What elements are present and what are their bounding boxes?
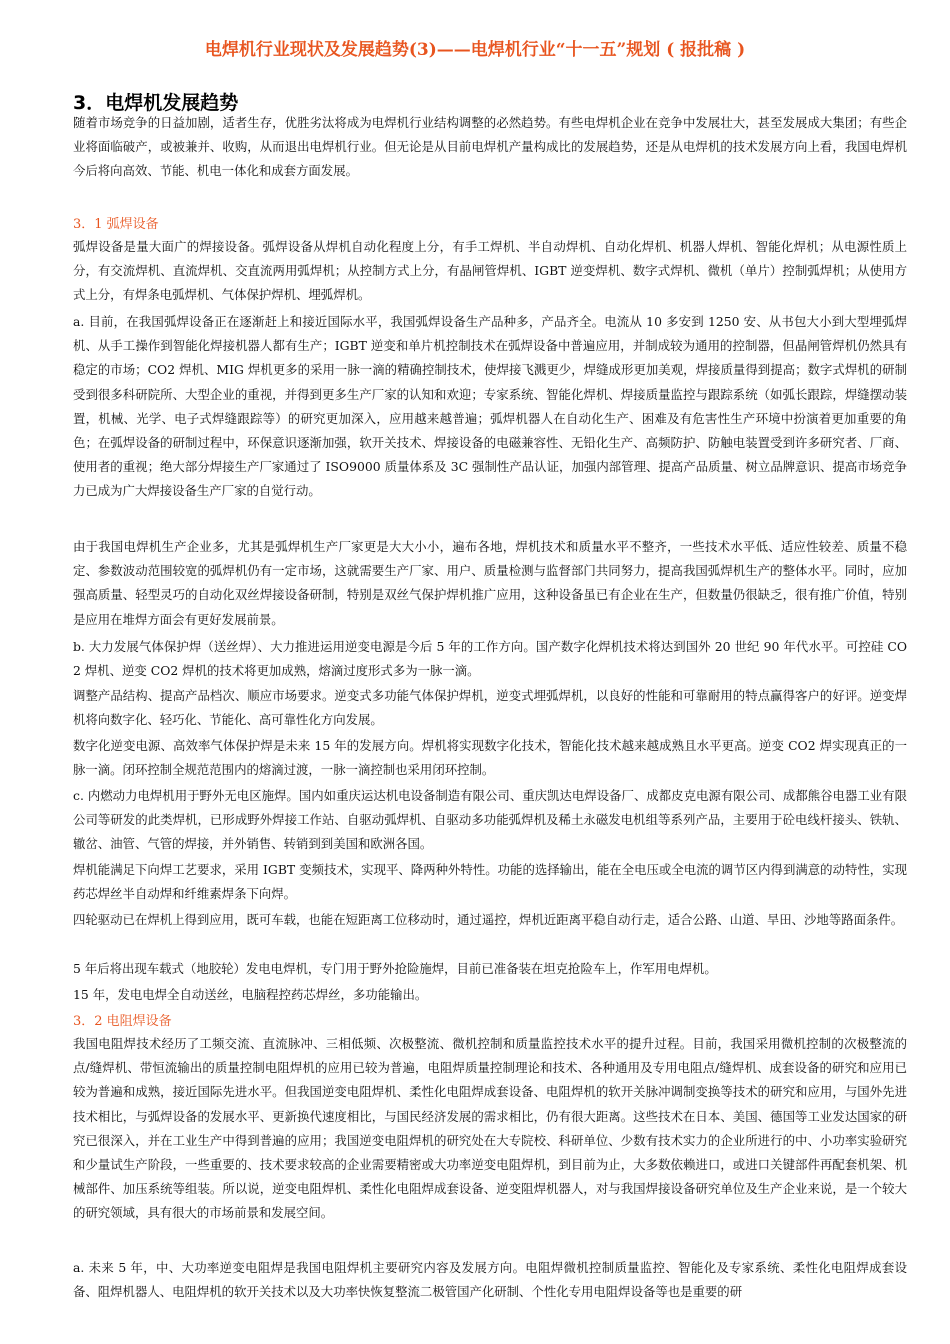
document-title: 电焊机行业现状及发展趋势(3)——电焊机行业“十一五”规划 ( 报批稿 ) xyxy=(204,40,746,60)
arc-paragraph-8: 焊机能满足下向焊工艺要求，采用 IGBT 变频技术，实现平、降两种外特性。功能的选择输出，能在全电压或全电流的调节区内得到满意的动特性，实现药芯焊丝半自动焊和纤维素焊条下向焊。 xyxy=(73,862,907,902)
arc-paragraph-11: 15 年，发电电焊全自动送丝，电脑程控药芯焊丝，多功能输出。 xyxy=(73,987,428,1002)
resistance-paragraph-2: a. 未来 5 年，中、大功率逆变电阻焊是我国电阻焊机主要研究内容及发展方向。电阻焊微机控制质量监控、智能化及专家系统、柔性化电阻焊成套设备、阻焊机器人、电阻焊机的软开关技术以及大功率快恢复整流二极管国产化研制、个性化专用电阻焊设备等也是重要的研 xyxy=(73,1260,907,1300)
arc-paragraph-4: b. 大力发展气体保护焊（送丝焊）、大力推进运用逆变电源是今后 5 年的工作方向。国产数字化焊机技术将达到国外 20 世纪 90 年代水平。可控硅 CO2 焊机、逆变 CO2 焊机的技术将更加成熟，熔滴过度形式多为一脉一滴。 xyxy=(73,639,907,679)
intro-paragraph: 随着市场竞争的日益加剧，适者生存，优胜劣汰将成为电焊机行业结构调整的必然趋势。有些电焊机企业在竞争中发展壮大，甚至发展成大集团；有些企业将面临破产，或被兼并、收购，从而退出电焊机行业。但无论是从目前电焊机产量构成比的发展趋势，还是从电焊机的技术发展方向上看，我国电焊机今后将向高效、节能、机电一体化和成套方面发展。 xyxy=(73,115,907,179)
arc-paragraph-5: 调整产品结构、提高产品档次、顺应市场要求。逆变式多功能气体保护焊机，逆变式埋弧焊机，以良好的性能和可靠耐用的特点赢得客户的好评。逆变焊机将向数字化、轻巧化、节能化、高可靠性化方向发展。 xyxy=(73,688,907,728)
arc-paragraph-6: 数字化逆变电源、高效率气体保护焊是未来 15 年的发展方向。焊机将实现数字化技术，智能化技术越来越成熟且水平更高。逆变 CO2 焊实现真正的一脉一滴。闭环控制全规范范围内的熔滴过渡，一脉一滴控制也采用闭环控制。 xyxy=(73,738,907,778)
arc-paragraph-2: a. 目前，在我国弧焊设备正在逐渐赶上和接近国际水平，我国弧焊设备生产品种多，产品齐全。电流从 10 多安到 1250 安、从书包大小到大型埋弧焊机、从手工操作到智能化焊接机器人都有生产；IGBT 逆变和单片机控制技术在弧焊设备中普遍应用，并制成较为通用的控制器，但晶闸管焊机仍然具有稳定的市场；CO2 焊机、MIG 焊机更多的采用一脉一滴的精确控制技术，使焊接飞溅更少，焊缝成形更加美观，焊接质量得到提高；数字式焊机的研制受到很多科研院所、大型企业的重视，并得到更多生产厂家的认知和欢迎；专家系统、智能化焊机、焊接质量监控与跟踪系统（如弧长跟踪，焊缝摆动装置，机械、光学、电子式焊缝跟踪等）的研究更加深入，应用越来越普遍；弧焊机器人在自动化生产、困难及有危害性生产环境中扮演着更加重要的角色；在弧焊设备的研制过程中，环保意识逐渐加强，软开关技术、焊接设备的电磁兼容性、无铅化生产、高频防护、防触电装置受到许多研究者、厂商、使用者的重视；绝大部分焊接生产厂家通过了 ISO9000 质量体系及 3C 强制性产品认证，加强内部管理、提高产品质量、树立品牌意识、提高市场竞争力已成为广大焊接设备生产厂家的自觉行动。 xyxy=(73,314,907,499)
arc-paragraph-1: 弧焊设备是量大面广的焊接设备。弧焊设备从焊机自动化程度上分，有手工焊机、半自动焊机、自动化焊机、机器人焊机、智能化焊机；从电源性质上分，有交流焊机、直流焊机、交直流两用弧焊机；从控制方式上分，有晶闸管焊机、IGBT 逆变焊机、数字式焊机、微机（单片）控制弧焊机；从使用方式上分，有焊条电弧焊机、气体保护焊机、埋弧焊机。 xyxy=(73,239,907,303)
subsection-heading-resistance: 3．2 电阻焊设备 xyxy=(73,1014,172,1029)
resistance-paragraph-1: 我国电阻焊技术经历了工频交流、直流脉冲、三相低频、次极整流、微机控制和质量监控技术水平的提升过程。目前，我国采用微机控制的次极整流的点/缝焊机、带恒流输出的质量控制电阻焊机的应用已较为普遍，电阻焊质量控制理论和技术、各种通用及专用电阻点/缝焊机、成套设备的研究和应用已较为普遍和成熟，接近国际先进水平。但我国逆变电阻焊机、柔性化电阻焊成套设备、电阻焊机的软开关脉冲调制变换等技术的研究和应用，与国外先进技术相比，与弧焊设备的发展水平、更新换代速度相比，与国民经济发展的需求相比，仍有很大距离。这些技术在日本、美国、德国等工业发达国家的研究已很深入，并在工业生产中得到普遍的应用；我国逆变电阻焊机的研究处在大专院校、科研单位、少数有技术实力的企业所进行的中、小功率实验研究和少量试生产阶段，一些重要的、技术要求较高的企业需要精密或大功率逆变电阻焊机，到目前为止，大多数依赖进口，或进口关键部件再配套机架、机械部件、加压系统等组装。所以说，逆变电阻焊机、柔性化电阻焊成套设备、逆变阻焊机器人，对与我国焊接设备研究单位及生产企业来说，是一个较大的研究领域，具有很大的市场前景和发展空间。 xyxy=(73,1036,907,1221)
section-heading: 3．电焊机发展趋势 xyxy=(73,92,239,114)
arc-paragraph-9: 四轮驱动已在焊机上得到应用，既可车载，也能在短距离工位移动时，通过遥控，焊机近距离平稳自动行走，适合公路、山道、旱田、沙地等路面条件。 xyxy=(73,912,904,927)
subsection-heading-arc: 3．1 弧焊设备 xyxy=(73,217,159,232)
arc-paragraph-3: 由于我国电焊机生产企业多，尤其是弧焊机生产厂家更是大大小小，遍布各地，焊机技术和质量水平不整齐，一些技术水平低、适应性较差、质量不稳定、参数波动范围较宽的弧焊机仍有一定市场，这就需要生产厂家、用户、质量检测与监督部门共同努力，提高我国弧焊机生产的整体水平。同时，应加强高质量、轻型灵巧的自动化双丝焊接设备研制，特别是双丝气保护焊机推广应用，这种设备虽已有企业在生产，但数量仍很缺乏，很有推广价值，特别是应用在堆焊方面会有更好发展前景。 xyxy=(73,539,907,627)
arc-paragraph-7: c. 内燃动力电焊机用于野外无电区施焊。国内如重庆运达机电设备制造有限公司、重庆凯达电焊设备厂、成都皮克电源有限公司、成都熊谷电器工业有限公司等研发的此类焊机，已形成野外焊接工作站、自驱动弧焊机、自驱动多功能弧焊机及稀土永磁发电机组等系列产品，主要用于砼电线杆接头、铁轨、辙岔、油管、气管的焊接，并外销售、转销到到美国和欧洲各国。 xyxy=(73,788,907,852)
arc-paragraph-10: 5 年后将出现车载式（地胶轮）发电电焊机，专门用于野外抢险施焊，目前已准备装在坦克抢险车上，作军用电焊机。 xyxy=(73,961,717,976)
